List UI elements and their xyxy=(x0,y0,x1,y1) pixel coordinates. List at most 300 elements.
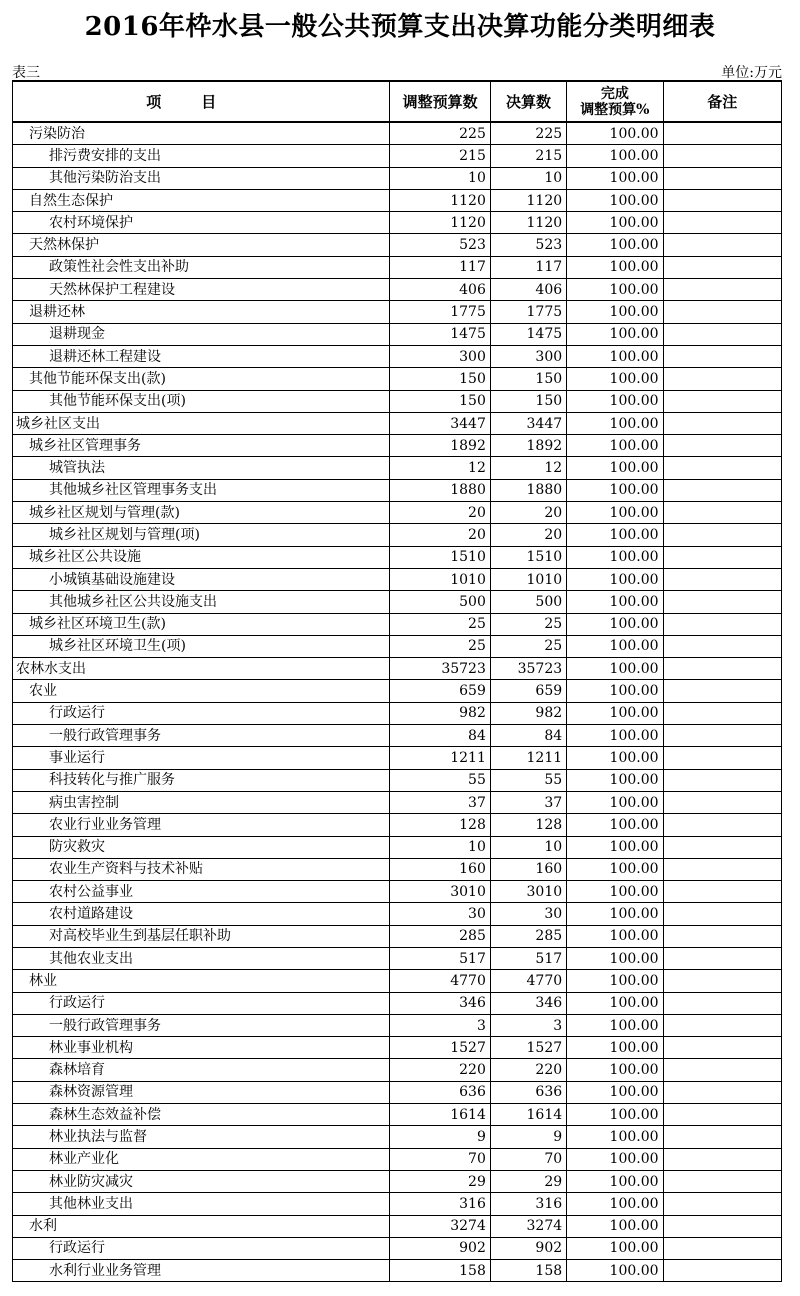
note-cell xyxy=(663,725,781,747)
table-row xyxy=(13,680,782,702)
budget-cell: 1892 xyxy=(390,435,490,457)
note-cell xyxy=(663,1170,781,1192)
item-name-cell: 城乡社区管理事务 xyxy=(13,435,390,457)
completion-cell: 100.00 xyxy=(567,970,663,992)
header-completion-line1: 完成 xyxy=(600,85,629,102)
actual-cell: 10 xyxy=(490,836,566,858)
item-name-cell: 林业 xyxy=(13,970,390,992)
completion-cell: 100.00 xyxy=(567,189,663,211)
note-cell xyxy=(663,858,781,880)
item-name-cell: 其他污染防治支出 xyxy=(13,167,390,189)
completion-cell: 100.00 xyxy=(567,524,663,546)
completion-cell: 100.00 xyxy=(567,992,663,1014)
actual-cell: 55 xyxy=(490,769,566,791)
actual-cell: 220 xyxy=(490,1059,566,1081)
item-name-cell: 小城镇基础设施建设 xyxy=(13,568,390,590)
actual-cell: 517 xyxy=(490,947,566,969)
budget-cell: 30 xyxy=(390,903,490,925)
note-cell xyxy=(663,1126,781,1148)
table-row xyxy=(13,725,782,747)
note-cell xyxy=(663,658,781,680)
completion-cell: 100.00 xyxy=(567,1081,663,1103)
table-row xyxy=(13,1193,782,1215)
budget-cell: 517 xyxy=(390,947,490,969)
budget-cell: 12 xyxy=(390,457,490,479)
budget-cell: 1510 xyxy=(390,546,490,568)
budget-cell: 70 xyxy=(390,1148,490,1170)
note-cell xyxy=(663,591,781,613)
completion-cell: 100.00 xyxy=(567,368,663,390)
table-row xyxy=(13,970,782,992)
actual-cell: 659 xyxy=(490,680,566,702)
actual-cell: 1120 xyxy=(490,189,566,211)
item-name-cell: 病虫害控制 xyxy=(13,791,390,813)
note-cell xyxy=(663,189,781,211)
note-cell xyxy=(663,167,781,189)
actual-cell: 20 xyxy=(490,524,566,546)
item-name-cell: 林业事业机构 xyxy=(13,1037,390,1059)
note-cell xyxy=(663,368,781,390)
actual-cell: 9 xyxy=(490,1126,566,1148)
table-row xyxy=(13,479,782,501)
actual-cell: 29 xyxy=(490,1170,566,1192)
note-cell xyxy=(663,301,781,323)
note-cell xyxy=(663,1059,781,1081)
table-row xyxy=(13,345,782,367)
header-item: 项目 xyxy=(13,81,390,122)
actual-cell: 346 xyxy=(490,992,566,1014)
item-name-cell: 一般行政管理事务 xyxy=(13,725,390,747)
actual-cell: 636 xyxy=(490,1081,566,1103)
completion-cell: 100.00 xyxy=(567,858,663,880)
actual-cell: 316 xyxy=(490,1193,566,1215)
actual-cell: 3 xyxy=(490,1014,566,1036)
budget-cell: 285 xyxy=(390,925,490,947)
table-row xyxy=(13,1126,782,1148)
item-name-cell: 其他林业支出 xyxy=(13,1193,390,1215)
actual-cell: 3010 xyxy=(490,881,566,903)
item-name-cell: 森林培育 xyxy=(13,1059,390,1081)
table-row xyxy=(13,747,782,769)
budget-cell: 1775 xyxy=(390,301,490,323)
note-cell xyxy=(663,345,781,367)
header-actual: 决算数 xyxy=(490,81,566,122)
actual-cell: 3274 xyxy=(490,1215,566,1237)
actual-cell: 1892 xyxy=(490,435,566,457)
table-row xyxy=(13,568,782,590)
budget-cell: 1880 xyxy=(390,479,490,501)
completion-cell: 100.00 xyxy=(567,814,663,836)
item-name-cell: 农村公益事业 xyxy=(13,881,390,903)
table-row xyxy=(13,591,782,613)
item-name-cell: 其他城乡社区管理事务支出 xyxy=(13,479,390,501)
completion-cell: 100.00 xyxy=(567,1170,663,1192)
table-row xyxy=(13,814,782,836)
budget-cell: 20 xyxy=(390,524,490,546)
completion-cell: 100.00 xyxy=(567,279,663,301)
table-row xyxy=(13,435,782,457)
budget-cell: 4770 xyxy=(390,970,490,992)
budget-cell: 3 xyxy=(390,1014,490,1036)
item-name-cell: 科技转化与推广服务 xyxy=(13,769,390,791)
note-cell xyxy=(663,435,781,457)
budget-cell: 10 xyxy=(390,167,490,189)
note-cell xyxy=(663,1014,781,1036)
completion-cell: 100.00 xyxy=(567,457,663,479)
item-name-cell: 水利行业业务管理 xyxy=(13,1260,390,1282)
actual-cell: 300 xyxy=(490,345,566,367)
completion-cell: 100.00 xyxy=(567,613,663,635)
budget-cell: 3447 xyxy=(390,412,490,434)
completion-cell: 100.00 xyxy=(567,658,663,680)
table-row xyxy=(13,256,782,278)
budget-cell: 3010 xyxy=(390,881,490,903)
actual-cell: 523 xyxy=(490,234,566,256)
item-name-cell: 行政运行 xyxy=(13,992,390,1014)
item-name-cell: 城乡社区环境卫生(项) xyxy=(13,635,390,657)
budget-cell: 500 xyxy=(390,591,490,613)
completion-cell: 100.00 xyxy=(567,925,663,947)
actual-cell: 117 xyxy=(490,256,566,278)
completion-cell: 100.00 xyxy=(567,301,663,323)
completion-cell: 100.00 xyxy=(567,234,663,256)
actual-cell: 25 xyxy=(490,613,566,635)
item-name-cell: 农业 xyxy=(13,680,390,702)
table-row xyxy=(13,323,782,345)
completion-cell: 100.00 xyxy=(567,1237,663,1259)
actual-cell: 1775 xyxy=(490,301,566,323)
note-cell xyxy=(663,1237,781,1259)
table-row xyxy=(13,167,782,189)
table-row xyxy=(13,613,782,635)
budget-cell: 128 xyxy=(390,814,490,836)
note-cell xyxy=(663,546,781,568)
item-name-cell: 对高校毕业生到基层任职补助 xyxy=(13,925,390,947)
table-row xyxy=(13,947,782,969)
item-name-cell: 林业防灾减灾 xyxy=(13,1170,390,1192)
completion-cell: 100.00 xyxy=(567,1215,663,1237)
table-row xyxy=(13,658,782,680)
item-name-cell: 其他节能环保支出(款) xyxy=(13,368,390,390)
table-row xyxy=(13,1104,782,1126)
note-cell xyxy=(663,1215,781,1237)
note-cell xyxy=(663,323,781,345)
item-name-cell: 行政运行 xyxy=(13,702,390,724)
table-body xyxy=(13,122,782,1282)
completion-cell: 100.00 xyxy=(567,212,663,234)
budget-cell: 25 xyxy=(390,635,490,657)
note-cell xyxy=(663,502,781,524)
completion-cell: 100.00 xyxy=(567,747,663,769)
budget-cell: 1475 xyxy=(390,323,490,345)
item-name-cell: 农业生产资料与技术补贴 xyxy=(13,858,390,880)
budget-cell: 55 xyxy=(390,769,490,791)
unit-label: 单位:万元 xyxy=(721,65,782,81)
completion-cell: 100.00 xyxy=(567,947,663,969)
budget-cell: 150 xyxy=(390,368,490,390)
note-cell xyxy=(663,234,781,256)
note-cell xyxy=(663,1260,781,1282)
completion-cell: 100.00 xyxy=(567,122,663,145)
item-name-cell: 水利 xyxy=(13,1215,390,1237)
budget-cell: 10 xyxy=(390,836,490,858)
note-cell xyxy=(663,635,781,657)
item-name-cell: 森林生态效益补偿 xyxy=(13,1104,390,1126)
actual-cell: 4770 xyxy=(490,970,566,992)
actual-cell: 30 xyxy=(490,903,566,925)
budget-cell: 1120 xyxy=(390,189,490,211)
item-name-cell: 天然林保护 xyxy=(13,234,390,256)
budget-cell: 160 xyxy=(390,858,490,880)
note-cell xyxy=(663,881,781,903)
item-name-cell: 农村道路建设 xyxy=(13,903,390,925)
item-name-cell: 事业运行 xyxy=(13,747,390,769)
completion-cell: 100.00 xyxy=(567,1260,663,1282)
actual-cell: 1475 xyxy=(490,323,566,345)
budget-cell: 117 xyxy=(390,256,490,278)
completion-cell: 100.00 xyxy=(567,1037,663,1059)
table-row xyxy=(13,881,782,903)
budget-cell: 316 xyxy=(390,1193,490,1215)
table-row xyxy=(13,903,782,925)
completion-cell: 100.00 xyxy=(567,635,663,657)
actual-cell: 1510 xyxy=(490,546,566,568)
completion-cell: 100.00 xyxy=(567,502,663,524)
note-cell xyxy=(663,613,781,635)
completion-cell: 100.00 xyxy=(567,435,663,457)
completion-cell: 100.00 xyxy=(567,1126,663,1148)
actual-cell: 35723 xyxy=(490,658,566,680)
table-row xyxy=(13,1059,782,1081)
table-row xyxy=(13,1081,782,1103)
item-name-cell: 城乡社区支出 xyxy=(13,412,390,434)
budget-cell: 158 xyxy=(390,1260,490,1282)
budget-cell: 300 xyxy=(390,345,490,367)
item-name-cell: 农村环境保护 xyxy=(13,212,390,234)
page-title: 2016年枠水县一般公共预算支出决算功能分类明细表 xyxy=(84,12,716,42)
item-name-cell: 城乡社区规划与管理(款) xyxy=(13,502,390,524)
note-cell xyxy=(663,390,781,412)
note-cell xyxy=(663,992,781,1014)
note-cell xyxy=(663,836,781,858)
item-name-cell: 城管执法 xyxy=(13,457,390,479)
table-row xyxy=(13,279,782,301)
budget-cell: 636 xyxy=(390,1081,490,1103)
actual-cell: 158 xyxy=(490,1260,566,1282)
budget-cell: 84 xyxy=(390,725,490,747)
table-row xyxy=(13,1260,782,1282)
actual-cell: 25 xyxy=(490,635,566,657)
completion-cell: 100.00 xyxy=(567,345,663,367)
note-cell xyxy=(663,680,781,702)
completion-cell: 100.00 xyxy=(567,1193,663,1215)
completion-cell: 100.00 xyxy=(567,1059,663,1081)
completion-cell: 100.00 xyxy=(567,725,663,747)
item-name-cell: 排污费安排的支出 xyxy=(13,145,390,167)
table-row xyxy=(13,546,782,568)
note-cell xyxy=(663,479,781,501)
header-note: 备注 xyxy=(663,81,781,122)
actual-cell: 982 xyxy=(490,702,566,724)
budget-cell: 346 xyxy=(390,992,490,1014)
table-row xyxy=(13,925,782,947)
table-row xyxy=(13,1037,782,1059)
actual-cell: 12 xyxy=(490,457,566,479)
completion-cell: 100.00 xyxy=(567,903,663,925)
header-completion-line2: 调整预算% xyxy=(580,101,650,118)
actual-cell: 1880 xyxy=(490,479,566,501)
item-name-cell: 农林水支出 xyxy=(13,658,390,680)
actual-cell: 1010 xyxy=(490,568,566,590)
table-row xyxy=(13,791,782,813)
completion-cell: 100.00 xyxy=(567,791,663,813)
budget-cell: 215 xyxy=(390,145,490,167)
note-cell xyxy=(663,568,781,590)
note-cell xyxy=(663,814,781,836)
table-row xyxy=(13,145,782,167)
table-row xyxy=(13,457,782,479)
note-cell xyxy=(663,412,781,434)
actual-cell: 215 xyxy=(490,145,566,167)
actual-cell: 1614 xyxy=(490,1104,566,1126)
item-name-cell: 农业行业业务管理 xyxy=(13,814,390,836)
note-cell xyxy=(663,925,781,947)
table-row xyxy=(13,502,782,524)
budget-cell: 20 xyxy=(390,502,490,524)
completion-cell: 100.00 xyxy=(567,546,663,568)
actual-cell: 1211 xyxy=(490,747,566,769)
item-name-cell: 其他农业支出 xyxy=(13,947,390,969)
actual-cell: 70 xyxy=(490,1148,566,1170)
completion-cell: 100.00 xyxy=(567,1014,663,1036)
budget-cell: 1010 xyxy=(390,568,490,590)
table-row xyxy=(13,992,782,1014)
actual-cell: 37 xyxy=(490,791,566,813)
actual-cell: 285 xyxy=(490,925,566,947)
actual-cell: 902 xyxy=(490,1237,566,1259)
actual-cell: 84 xyxy=(490,725,566,747)
table-row xyxy=(13,1237,782,1259)
table-row xyxy=(13,858,782,880)
budget-cell: 1614 xyxy=(390,1104,490,1126)
table-row xyxy=(13,769,782,791)
budget-cell: 225 xyxy=(390,122,490,145)
budget-cell: 1527 xyxy=(390,1037,490,1059)
item-name-cell: 退耕现金 xyxy=(13,323,390,345)
note-cell xyxy=(663,702,781,724)
budget-cell: 1120 xyxy=(390,212,490,234)
item-name-cell: 污染防治 xyxy=(13,122,390,145)
table-row xyxy=(13,212,782,234)
completion-cell: 100.00 xyxy=(567,881,663,903)
completion-cell: 100.00 xyxy=(567,680,663,702)
note-cell xyxy=(663,145,781,167)
completion-cell: 100.00 xyxy=(567,145,663,167)
item-name-cell: 退耕还林 xyxy=(13,301,390,323)
actual-cell: 1120 xyxy=(490,212,566,234)
note-cell xyxy=(663,1037,781,1059)
completion-cell: 100.00 xyxy=(567,1148,663,1170)
budget-cell: 35723 xyxy=(390,658,490,680)
table-row xyxy=(13,234,782,256)
budget-table xyxy=(12,80,782,1282)
table-label: 表三 xyxy=(12,65,40,81)
note-cell xyxy=(663,122,781,145)
note-cell xyxy=(663,279,781,301)
actual-cell: 500 xyxy=(490,591,566,613)
table-row xyxy=(13,702,782,724)
actual-cell: 1527 xyxy=(490,1037,566,1059)
budget-cell: 902 xyxy=(390,1237,490,1259)
note-cell xyxy=(663,457,781,479)
note-cell xyxy=(663,747,781,769)
header-completion xyxy=(567,81,663,122)
actual-cell: 406 xyxy=(490,279,566,301)
actual-cell: 3447 xyxy=(490,412,566,434)
actual-cell: 225 xyxy=(490,122,566,145)
note-cell xyxy=(663,1104,781,1126)
item-name-cell: 自然生态保护 xyxy=(13,189,390,211)
item-name-cell: 政策性社会性支出补助 xyxy=(13,256,390,278)
actual-cell: 128 xyxy=(490,814,566,836)
budget-cell: 29 xyxy=(390,1170,490,1192)
table-row xyxy=(13,1215,782,1237)
actual-cell: 10 xyxy=(490,167,566,189)
completion-cell: 100.00 xyxy=(567,1104,663,1126)
header-row xyxy=(13,81,782,122)
note-cell xyxy=(663,769,781,791)
table-row xyxy=(13,412,782,434)
item-name-cell: 行政运行 xyxy=(13,1237,390,1259)
budget-cell: 220 xyxy=(390,1059,490,1081)
item-name-cell: 林业产业化 xyxy=(13,1148,390,1170)
table-row xyxy=(13,122,782,145)
table-row xyxy=(13,390,782,412)
table-row xyxy=(13,1170,782,1192)
budget-cell: 150 xyxy=(390,390,490,412)
header-budget: 调整预算数 xyxy=(390,81,490,122)
completion-cell: 100.00 xyxy=(567,702,663,724)
completion-cell: 100.00 xyxy=(567,167,663,189)
actual-cell: 150 xyxy=(490,368,566,390)
completion-cell: 100.00 xyxy=(567,256,663,278)
note-cell xyxy=(663,903,781,925)
table-row xyxy=(13,189,782,211)
budget-cell: 659 xyxy=(390,680,490,702)
item-name-cell: 森林资源管理 xyxy=(13,1081,390,1103)
note-cell xyxy=(663,1148,781,1170)
item-name-cell: 退耕还林工程建设 xyxy=(13,345,390,367)
item-name-cell: 其他节能环保支出(项) xyxy=(13,390,390,412)
completion-cell: 100.00 xyxy=(567,568,663,590)
completion-cell: 100.00 xyxy=(567,591,663,613)
table-row xyxy=(13,301,782,323)
item-name-cell: 林业执法与监督 xyxy=(13,1126,390,1148)
budget-cell: 523 xyxy=(390,234,490,256)
table-row xyxy=(13,1148,782,1170)
table-row xyxy=(13,1014,782,1036)
item-name-cell: 城乡社区规划与管理(项) xyxy=(13,524,390,546)
completion-cell: 100.00 xyxy=(567,323,663,345)
completion-cell: 100.00 xyxy=(567,412,663,434)
actual-cell: 160 xyxy=(490,858,566,880)
budget-cell: 3274 xyxy=(390,1215,490,1237)
budget-cell: 37 xyxy=(390,791,490,813)
budget-cell: 9 xyxy=(390,1126,490,1148)
completion-cell: 100.00 xyxy=(567,769,663,791)
budget-cell: 1211 xyxy=(390,747,490,769)
table-row xyxy=(13,524,782,546)
